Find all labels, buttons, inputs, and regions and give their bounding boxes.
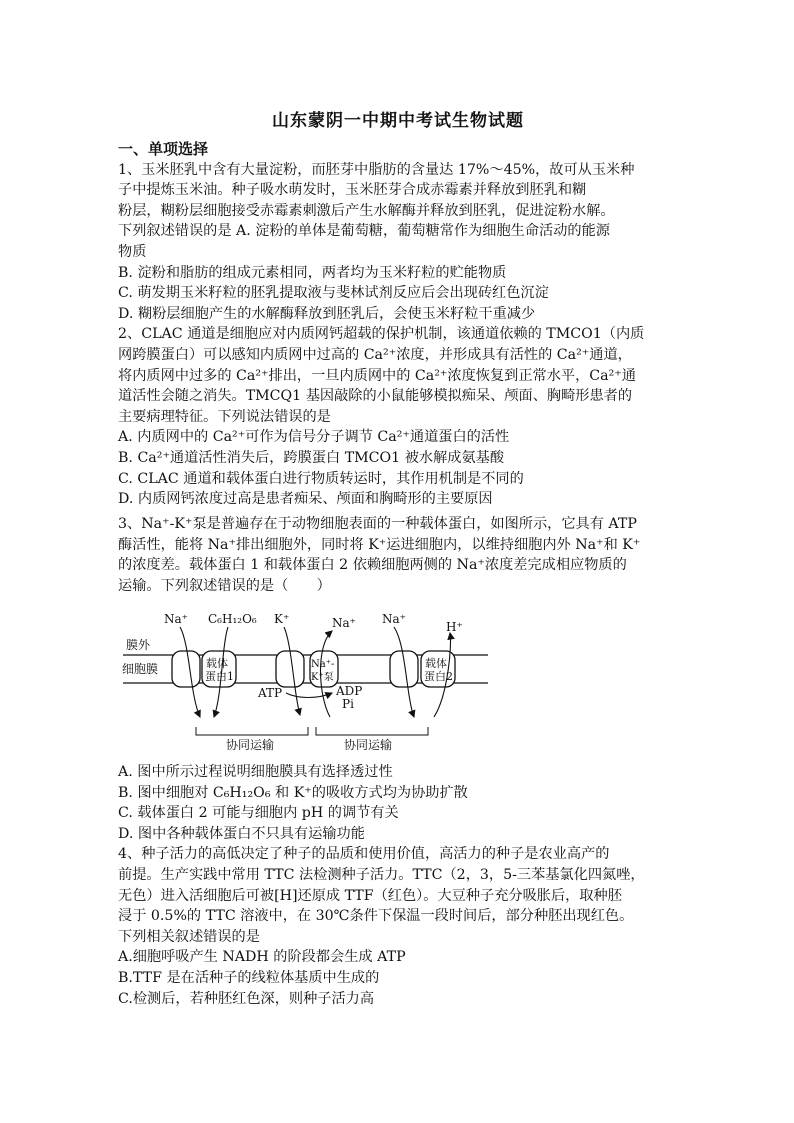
q1-line: 1、玉米胚乳中含有大量淀粉，而胚芽中脂肪的含量达 17%～45%，故可从玉米种 [118, 161, 635, 178]
q3-option-a: A. 图中所示过程说明细胞膜具有选择透过性 [118, 764, 393, 780]
questions-1-2 [118, 139, 678, 510]
q2-option-a: A. 内质网中的 Ca²⁺可作为信号分子调节 Ca²⁺通道蛋白的活性 [118, 429, 510, 446]
q4-line: 下列相关叙述错误的是 [118, 928, 260, 945]
adp-label: ADP [336, 684, 363, 698]
atp-label: ATP [258, 686, 283, 700]
carrier2-label-b: 蛋白2 [424, 670, 453, 683]
pump-label-a: Na⁺- [311, 659, 335, 670]
k-label: K⁺ [274, 612, 290, 626]
q3-line: 的浓度差。载体蛋白 1 和载体蛋白 2 依赖细胞两侧的 Na⁺浓度差完成相应物质的 [118, 557, 627, 574]
channel-mid [276, 651, 304, 687]
q4-line: 无色）进入活细胞后可被[H]还原成 TTF（红色）。大豆种子充分吸胀后，取种胚 [118, 887, 622, 904]
q2-line: 2、CLAC 通道是细胞应对内质网钙超载的保护机制，该通道依赖的 TMCO1（内质 [118, 326, 645, 343]
q1-line: 粉层，糊粉层细胞接受赤霉素刺激后产生水解酶并释放到胚乳，促进淀粉水解。 [118, 202, 615, 219]
q2-option-b: B. Ca²⁺通道活性消失后，跨膜蛋白 TMCO1 被水解成氨基酸 [118, 449, 505, 466]
question-3-options-and-4 [118, 762, 678, 1009]
na-label-2: Na⁺ [332, 616, 356, 630]
q4-line: 前提。生产实践中常用 TTC 法检测种子活力。TTC（2，3，5-三苯基氯化四氮唑， [118, 866, 645, 883]
cotransport-label-left: 协同运输 [226, 738, 275, 752]
q2-option-c: C. CLAC 通道和载体蛋白进行物质转运时，其作用机制是不同的 [118, 470, 524, 487]
na-label-3: Na⁺ [382, 612, 406, 626]
q3-option-d: D. 图中各种载体蛋白不只具有运输功能 [118, 825, 365, 842]
pi-label: Pi [342, 697, 354, 711]
q3-line: 运输。下列叙述错误的是（ ） [118, 577, 331, 594]
q3-option-c: C. 载体蛋白 2 可能与细胞内 pH 的调节有关 [118, 805, 399, 822]
section-heading: 一、单项选择 [118, 140, 209, 158]
na-label-1: Na⁺ [164, 612, 188, 626]
q1-line: 下列叙述错误的是 A. 淀粉的单体是葡萄糖，葡萄糖常作为细胞生命活动的能源 [118, 223, 610, 240]
q1-option-d: D. 糊粉层细胞产生的水解酶释放到胚乳后，会使玉米籽粒干重减少 [118, 305, 536, 322]
question-3 [118, 514, 678, 596]
q1-line: 子中提炼玉米油。种子吸水萌发时，玉米胚芽合成赤霉素并释放到胚乳和糊 [118, 182, 587, 199]
q2-line: 道活性会随之消失。TMCQ1 基因敲除的小鼠能够模拟痴呆、颅面、胸畸形患者的 [118, 388, 633, 405]
q2-line: 网跨膜蛋白）可以感知内质网中过高的 Ca²⁺浓度，并形成具有活性的 Ca²⁺通道， [118, 346, 632, 363]
cotransport-label-right: 协同运输 [344, 738, 393, 752]
h-label: H⁺ [446, 620, 463, 634]
channel-left [172, 651, 200, 687]
pump-label-b: K⁺泵 [311, 672, 334, 683]
carrier1-label-a: 载体 [206, 657, 228, 670]
q3-line: 3、Na⁺-K⁺泵是普遍存在于动物细胞表面的一种载体蛋白，如图所示，它具有 ATP [118, 516, 637, 532]
outside-label: 膜外 [126, 638, 151, 652]
q3-option-b: B. 图中细胞对 C₆H₁₂O₆ 和 K⁺的吸收方式均为协助扩散 [118, 784, 468, 801]
membrane-transport-diagram [118, 605, 498, 755]
glucose-label: C₆H₁₂O₆ [208, 612, 257, 626]
carrier1-label-b: 蛋白1 [205, 670, 234, 683]
q1-option-b: B. 淀粉和脂肪的组成元素相同，两者均为玉米籽粒的贮能物质 [118, 264, 507, 281]
q2-line: 主要病理特征。下列说法错误的是 [118, 408, 331, 425]
channel-right [390, 651, 418, 687]
carrier2-label-a: 载体 [425, 657, 447, 670]
cotransport-bracket-left [196, 727, 308, 735]
q2-option-d: D. 内质网钙浓度过高是患者痴呆、颅面和胸畸形的主要原因 [118, 491, 493, 508]
membrane-label: 细胞膜 [122, 662, 159, 676]
q4-line: 4、种子活力的高低决定了种子的品质和使用价值，高活力的种子是农业高产的 [118, 846, 610, 863]
cotransport-bracket-right [316, 727, 428, 735]
q4-line: 浸于 0.5%的 TTC 溶液中，在 30℃条件下保温一段时间后，部分种胚出现红色。 [118, 908, 634, 925]
q1-line: 物质 [118, 243, 147, 260]
page-title: 山东蒙阴一中期中考试生物试题 [272, 111, 524, 131]
q4-option-a: A.细胞呼吸产生 NADH 的阶段都会生成 ATP [118, 949, 406, 966]
q1-option-c: C. 萌发期玉米籽粒的胚乳提取液与斐林试剂反应后会出现砖红色沉淀 [118, 285, 549, 302]
q3-line: 酶活性，能将 Na⁺排出细胞外，同时将 K⁺运进细胞内，以维持细胞内外 Na⁺和 K⁺ [118, 536, 641, 553]
q4-option-c: C.检测后，若种胚红色深，则种子活力高 [118, 990, 375, 1007]
q2-line: 将内质网中过多的 Ca²⁺排出，一旦内质网中的 Ca²⁺浓度恢复到正常水平，Ca²⁺通 [118, 367, 636, 384]
atp-arrow [286, 693, 332, 698]
q4-option-b: B.TTF 是在活种子的线粒体基质中生成的 [118, 969, 380, 986]
